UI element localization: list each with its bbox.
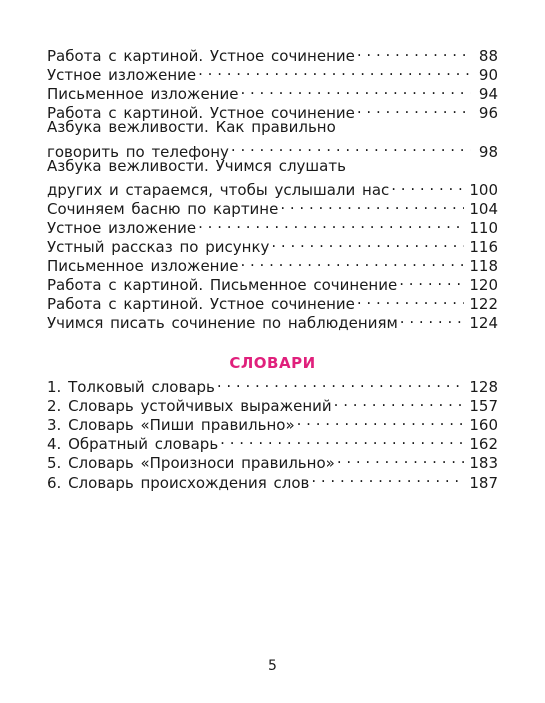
toc-row — [47, 373, 498, 397]
dot-leader — [220, 430, 464, 449]
dot-leader — [357, 42, 471, 61]
toc-page-number: 88 — [478, 47, 498, 66]
toc-page-number: 157 — [469, 397, 498, 416]
dot-leader — [337, 449, 465, 468]
toc-page-number: 116 — [469, 238, 498, 257]
section-title-dictionaries: СЛОВАРИ — [229, 354, 316, 372]
dot-leader — [311, 468, 464, 487]
dot-leader — [357, 290, 464, 309]
toc-entry-title: 6. Словарь происхождения слов — [47, 473, 310, 492]
toc-entry-title-line: Азбука вежливости. Учимся слушать — [47, 156, 346, 175]
toc-row — [47, 137, 498, 161]
dot-leader — [217, 373, 465, 392]
toc-page-number: 124 — [469, 314, 498, 333]
toc-page-number: 110 — [469, 218, 498, 237]
toc-page-number: 122 — [469, 295, 498, 314]
toc-page-number: 162 — [469, 435, 498, 454]
dot-leader — [240, 252, 464, 271]
toc-entry — [47, 118, 498, 161]
dot-leader — [280, 195, 464, 214]
dot-leader — [297, 411, 465, 430]
toc-page-number: 104 — [469, 199, 498, 218]
toc-page-number: 96 — [478, 104, 498, 123]
toc-page-number: 128 — [469, 378, 498, 397]
dot-leader — [271, 233, 464, 252]
toc-entry-title: Письменное изложение — [47, 257, 239, 276]
dot-leader — [391, 176, 464, 195]
toc-page-number: 118 — [469, 257, 498, 276]
dot-leader — [334, 392, 465, 411]
dot-leader — [198, 214, 464, 233]
toc-entry-title: Работа с картиной. Устное сочинение — [47, 295, 355, 314]
dot-leader — [399, 271, 464, 290]
page-number: 5 — [268, 658, 277, 674]
toc-entry-title: 5. Словарь «Произноси правильно» — [47, 454, 335, 473]
toc-page-number: 94 — [478, 85, 498, 104]
toc-entry-title: 1. Толковый словарь — [47, 378, 215, 397]
toc-entry-title: Работа с картиной. Устное сочинение — [47, 104, 355, 123]
toc-entry-title: других и стараемся, чтобы услышали нас — [47, 180, 390, 199]
toc-entry-title: Работа с картиной. Письменное сочинение — [47, 276, 398, 295]
toc-page-number: 187 — [469, 473, 498, 492]
toc-entry — [47, 42, 498, 66]
toc-entry-title-line: Азбука вежливости. Как правильно — [47, 118, 336, 137]
toc-entry-title: 3. Словарь «Пиши правильно» — [47, 416, 295, 435]
toc-entry-title: 2. Словарь устойчивых выражений — [47, 397, 332, 416]
toc-row — [47, 42, 498, 66]
toc-page-number: 183 — [469, 454, 498, 473]
toc-entry-title: Учимся писать сочинение по наблюдениям — [47, 314, 398, 333]
toc-entry-title: Устный рассказ по рисунку — [47, 238, 270, 257]
dot-leader — [240, 80, 471, 99]
dot-leader — [357, 99, 471, 118]
dictionaries-list — [47, 373, 498, 492]
toc-entry-title: Письменное изложение — [47, 85, 239, 104]
toc-page-number: 100 — [469, 180, 498, 199]
table-of-contents — [47, 42, 498, 333]
toc-entry-title: Устное изложение — [47, 66, 197, 85]
toc-page-number: 120 — [469, 276, 498, 295]
toc-entry — [47, 156, 498, 199]
toc-entry-title: Работа с картиной. Устное сочинение — [47, 47, 355, 66]
toc-page-number: 160 — [469, 416, 498, 435]
toc-page-number: 98 — [478, 142, 498, 161]
dot-leader — [400, 309, 465, 328]
toc-page-number: 90 — [478, 66, 498, 85]
toc-entry-title: 4. Обратный словарь — [47, 435, 219, 454]
toc-entry-title: Сочиняем басню по картине — [47, 199, 279, 218]
toc-entry — [47, 373, 498, 397]
toc-entry-title: Устное изложение — [47, 218, 197, 237]
toc-row — [47, 176, 498, 199]
dot-leader — [198, 61, 471, 80]
dot-leader — [231, 137, 471, 156]
toc-entry-title: говорить по телефону — [47, 142, 229, 161]
